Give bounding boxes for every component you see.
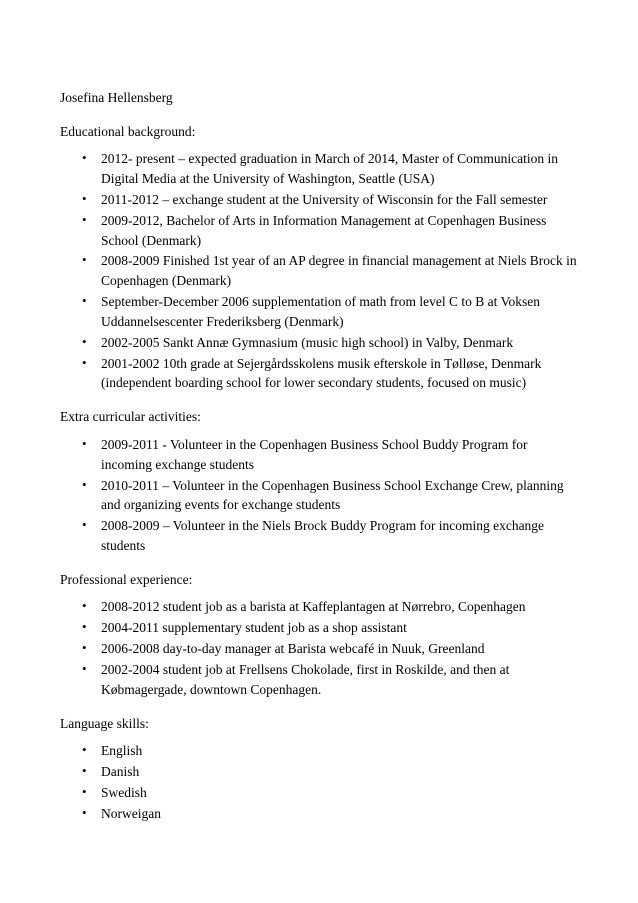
list-languages [60, 741, 578, 823]
list-item: • 2001-2002 10th grade at Sejergårdsskolens musik efterskole in Tølløse, Denmark (independent boarding school for lower secondary students, focused on music) [60, 354, 578, 394]
list-item: • 2008-2009 – Volunteer in the Niels Brock Buddy Program for incoming exchange students [60, 516, 578, 556]
list-extracurricular [60, 435, 578, 556]
list-item: • English [60, 741, 578, 761]
list-item: • 2006-2008 day-to-day manager at Barista webcafé in Nuuk, Greenland [60, 639, 578, 659]
list-item: • Swedish [60, 783, 578, 803]
list-item: • Norweigan [60, 804, 578, 824]
list-item: • 2004-2011 supplementary student job as a shop assistant [60, 618, 578, 638]
list-item: • 2012- present – expected graduation in March of 2014, Master of Communication in Digital Media at the University of Washington, Seattle (USA) [60, 149, 578, 189]
list-item: • 2009-2011 - Volunteer in the Copenhagen Business School Buddy Program for incoming exchange students [60, 435, 578, 475]
list-item: • 2008-2012 student job as a barista at Kaffeplantagen at Nørrebro, Copenhagen [60, 597, 578, 617]
section-heading-education: Educational background: [60, 123, 196, 139]
section-heading-extracurricular: Extra curricular activities: [60, 409, 201, 425]
person-name: Josefina Hellensberg [60, 90, 173, 105]
section-heading-professional: Professional experience: [60, 571, 193, 587]
list-item: • 2008-2009 Finished 1st year of an AP degree in financial management at Niels Brock in Copenhagen (Denmark) [60, 251, 578, 291]
list-item: • 2002-2005 Sankt Annæ Gymnasium (music high school) in Valby, Denmark [60, 333, 578, 353]
list-item: • 2002-2004 student job at Frellsens Chokolade, first in Roskilde, and then at Købmagergade, downtown Copenhagen. [60, 660, 578, 700]
section-heading-languages: Language skills: [60, 715, 149, 731]
list-item: • 2011-2012 – exchange student at the University of Wisconsin for the Fall semester [60, 190, 578, 210]
list-item: • 2010-2011 – Volunteer in the Copenhagen Business School Exchange Crew, planning and organizing events for exchange students [60, 476, 578, 516]
list-item: • September-December 2006 supplementation of math from level C to B at Voksen Uddannelsescenter Frederiksberg (Denmark) [60, 292, 578, 332]
list-education [60, 149, 578, 393]
list-item: • Danish [60, 762, 578, 782]
list-professional [60, 597, 578, 699]
list-item: • 2009-2012, Bachelor of Arts in Information Management at Copenhagen Business School (Denmark) [60, 211, 578, 251]
